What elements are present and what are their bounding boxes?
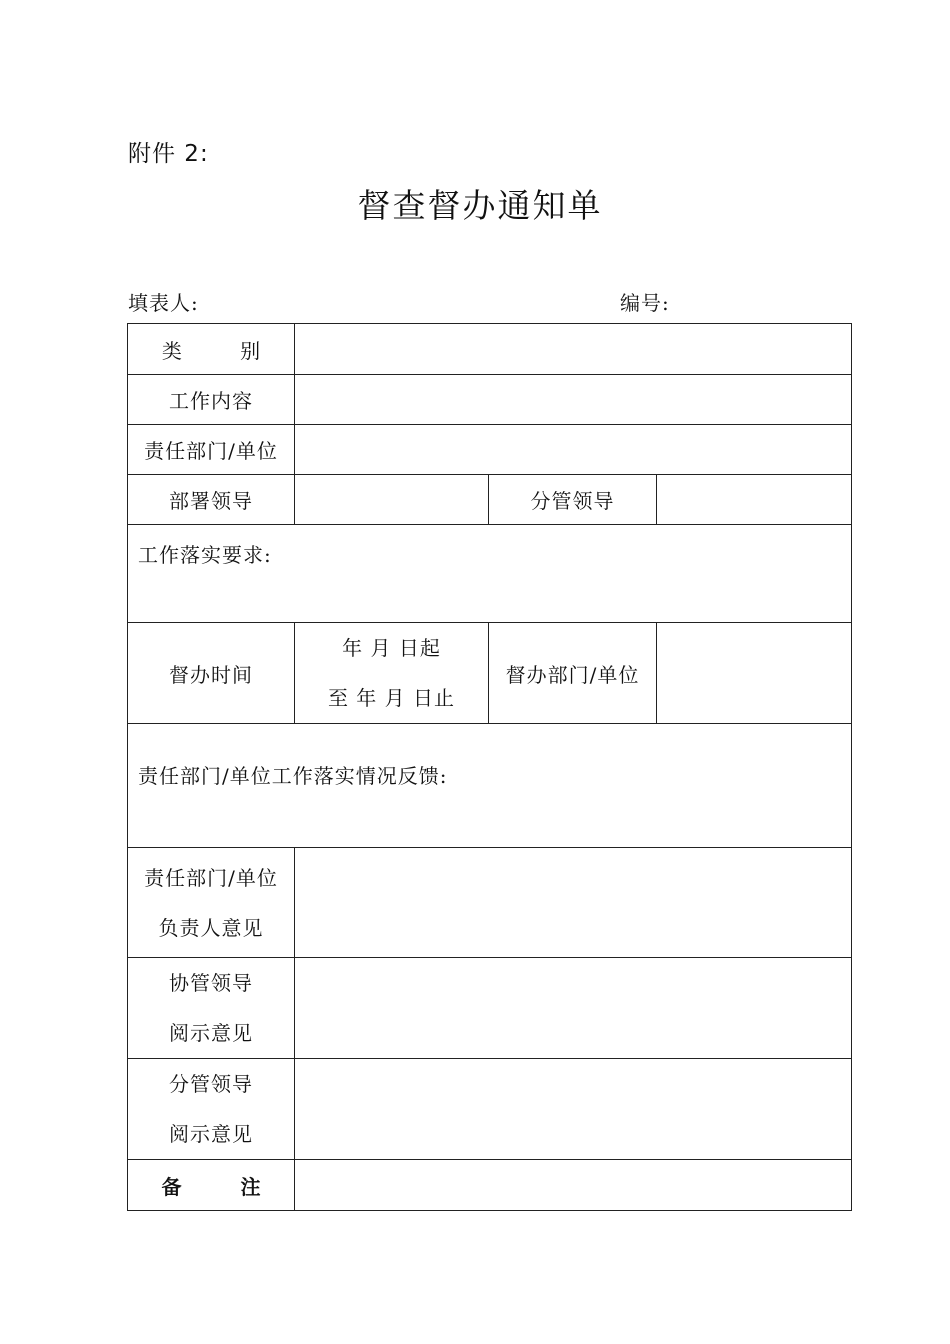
serial-number-label: 编号: (620, 291, 670, 315)
row-work-content (128, 375, 852, 425)
supervise-time-range[interactable] (295, 623, 489, 724)
row-remarks (128, 1160, 852, 1211)
deploy-leader-label: 部署领导 (128, 475, 295, 525)
charge-leader-label: 分管领导 (489, 475, 657, 525)
feedback-field[interactable] (128, 724, 852, 848)
requirements-field[interactable] (128, 525, 852, 623)
charge-leader-field[interactable] (657, 475, 852, 525)
responsible-unit-field[interactable] (295, 425, 852, 475)
page-title: 督查督办通知单 (357, 186, 603, 225)
row-feedback (128, 724, 852, 848)
row-category (128, 324, 852, 375)
supervision-form-table (127, 323, 852, 1211)
row-unit-opinion (128, 848, 852, 958)
unit-opinion-label: 责任部门/单位 负责人意见 (128, 848, 295, 958)
remarks-label: 备 注 (128, 1160, 295, 1211)
attachment-label: 附件 2: (128, 141, 209, 167)
row-leaders (128, 475, 852, 525)
deploy-leader-field[interactable] (295, 475, 489, 525)
category-label: 类 别 (128, 324, 295, 375)
category-field[interactable] (295, 324, 852, 375)
filler-label: 填表人: (128, 291, 199, 315)
supervise-unit-label: 督办部门/单位 (489, 623, 657, 724)
assist-leader-field[interactable] (295, 958, 852, 1059)
row-supervise-time (128, 623, 852, 724)
charge-leader-opinion-label: 分管领导 阅示意见 (128, 1059, 295, 1160)
responsible-unit-label: 责任部门/单位 (128, 425, 295, 475)
row-requirements (128, 525, 852, 623)
time-end-text: 至 年 月 日止 (327, 686, 456, 710)
time-start-text: 年 月 日起 (342, 636, 441, 660)
supervise-unit-field[interactable] (657, 623, 852, 724)
unit-opinion-field[interactable] (295, 848, 852, 958)
charge-leader-opinion-field[interactable] (295, 1059, 852, 1160)
feedback-label: 责任部门/单位工作落实情况反馈: (138, 764, 448, 788)
remarks-field[interactable] (295, 1160, 852, 1211)
requirements-label: 工作落实要求: (138, 543, 272, 567)
supervise-time-label: 督办时间 (128, 623, 295, 724)
work-content-field[interactable] (295, 375, 852, 425)
row-charge-leader-opinion (128, 1059, 852, 1160)
row-responsible-unit (128, 425, 852, 475)
work-content-label: 工作内容 (128, 375, 295, 425)
row-assist-leader (128, 958, 852, 1059)
assist-leader-label: 协管领导 阅示意见 (128, 958, 295, 1059)
